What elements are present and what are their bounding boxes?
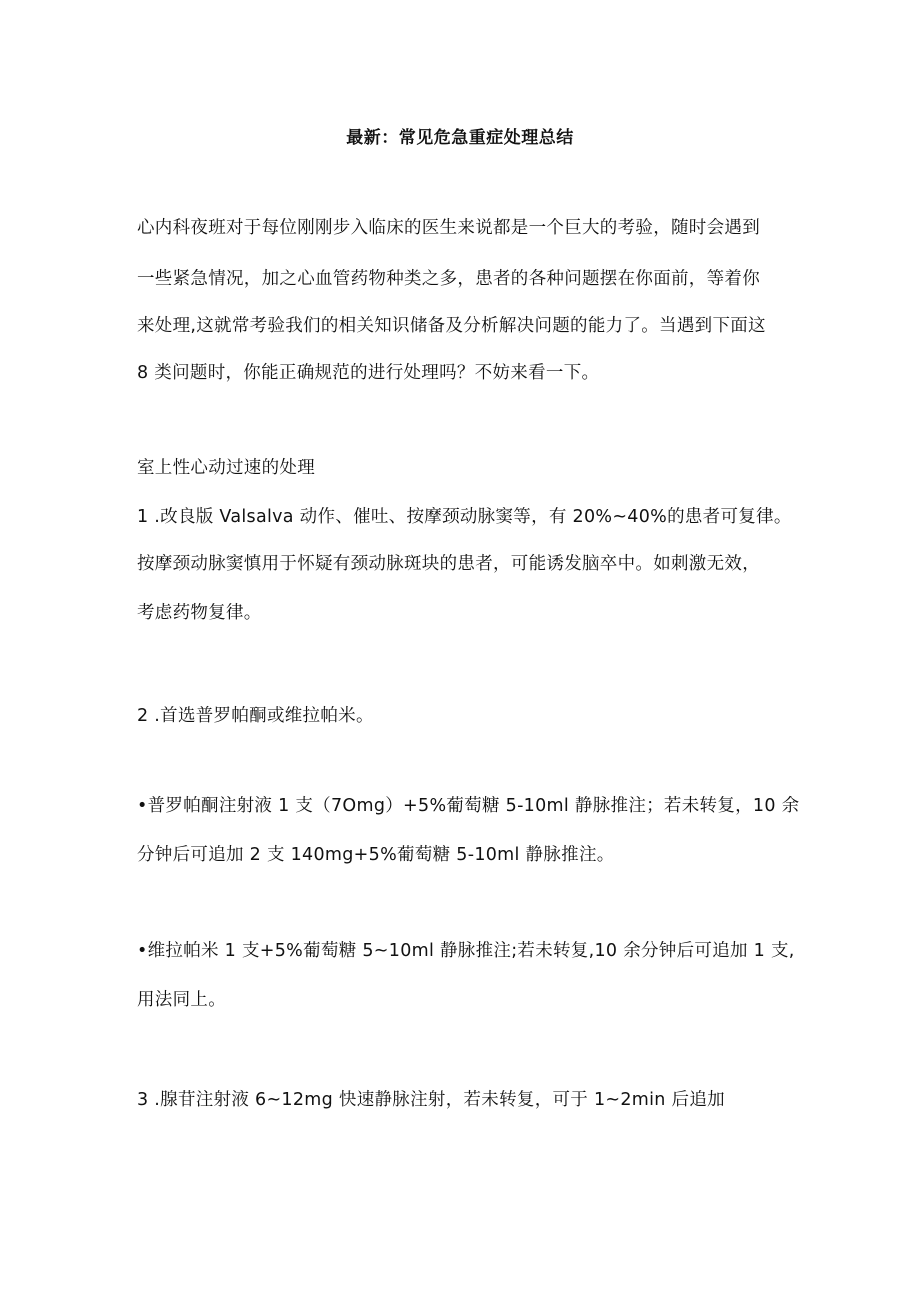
intro-line-2: 一些紧急情况，加之心血管药物种类之多，患者的各种问题摆在你面前，等着你 xyxy=(137,269,760,289)
bullet-2-line-1: •维拉帕米 1 支+5%葡萄糖 5~10ml 静脉推注;若未转复,10 余分钟后可追加 1 支, xyxy=(137,941,795,961)
item-1-line-2: 按摩颈动脉窦慎用于怀疑有颈动脉斑块的患者，可能诱发脑卒中。如刺激无效， xyxy=(137,554,760,574)
intro-line-3: 来处理,这就常考验我们的相关知识储备及分析解决问题的能力了。当遇到下面这 xyxy=(137,316,766,336)
item-1-line-3: 考虑药物复律。 xyxy=(137,603,262,623)
intro-line-4: 8 类问题时，你能正确规范的进行处理吗？不妨来看一下。 xyxy=(137,363,600,383)
page-title: 最新：常见危急重症处理总结 xyxy=(346,128,574,148)
item-1-line-1: 1 .改良版 Valsalva 动作、催吐、按摩颈动脉窦等，有 20%~40%的患者可复律。 xyxy=(137,507,792,527)
section-heading: 室上性心动过速的处理 xyxy=(137,458,315,478)
item-3: 3 .腺苷注射液 6~12mg 快速静脉注射，若未转复，可于 1~2min 后追加 xyxy=(137,1090,725,1110)
item-2: 2 .首选普罗帕酮或维拉帕米。 xyxy=(137,706,374,726)
bullet-1-line-2: 分钟后可追加 2 支 140mg+5%葡萄糖 5-10ml 静脉推注。 xyxy=(137,845,615,865)
bullet-1-line-1: •普罗帕酮注射液 1 支（7Omg）+5%葡萄糖 5-10ml 静脉推注；若未转复，10 余 xyxy=(137,796,800,816)
intro-line-1: 心内科夜班对于每位刚刚步入临床的医生来说都是一个巨大的考验，随时会遇到 xyxy=(137,218,760,238)
bullet-2-line-2: 用法同上。 xyxy=(137,990,226,1010)
